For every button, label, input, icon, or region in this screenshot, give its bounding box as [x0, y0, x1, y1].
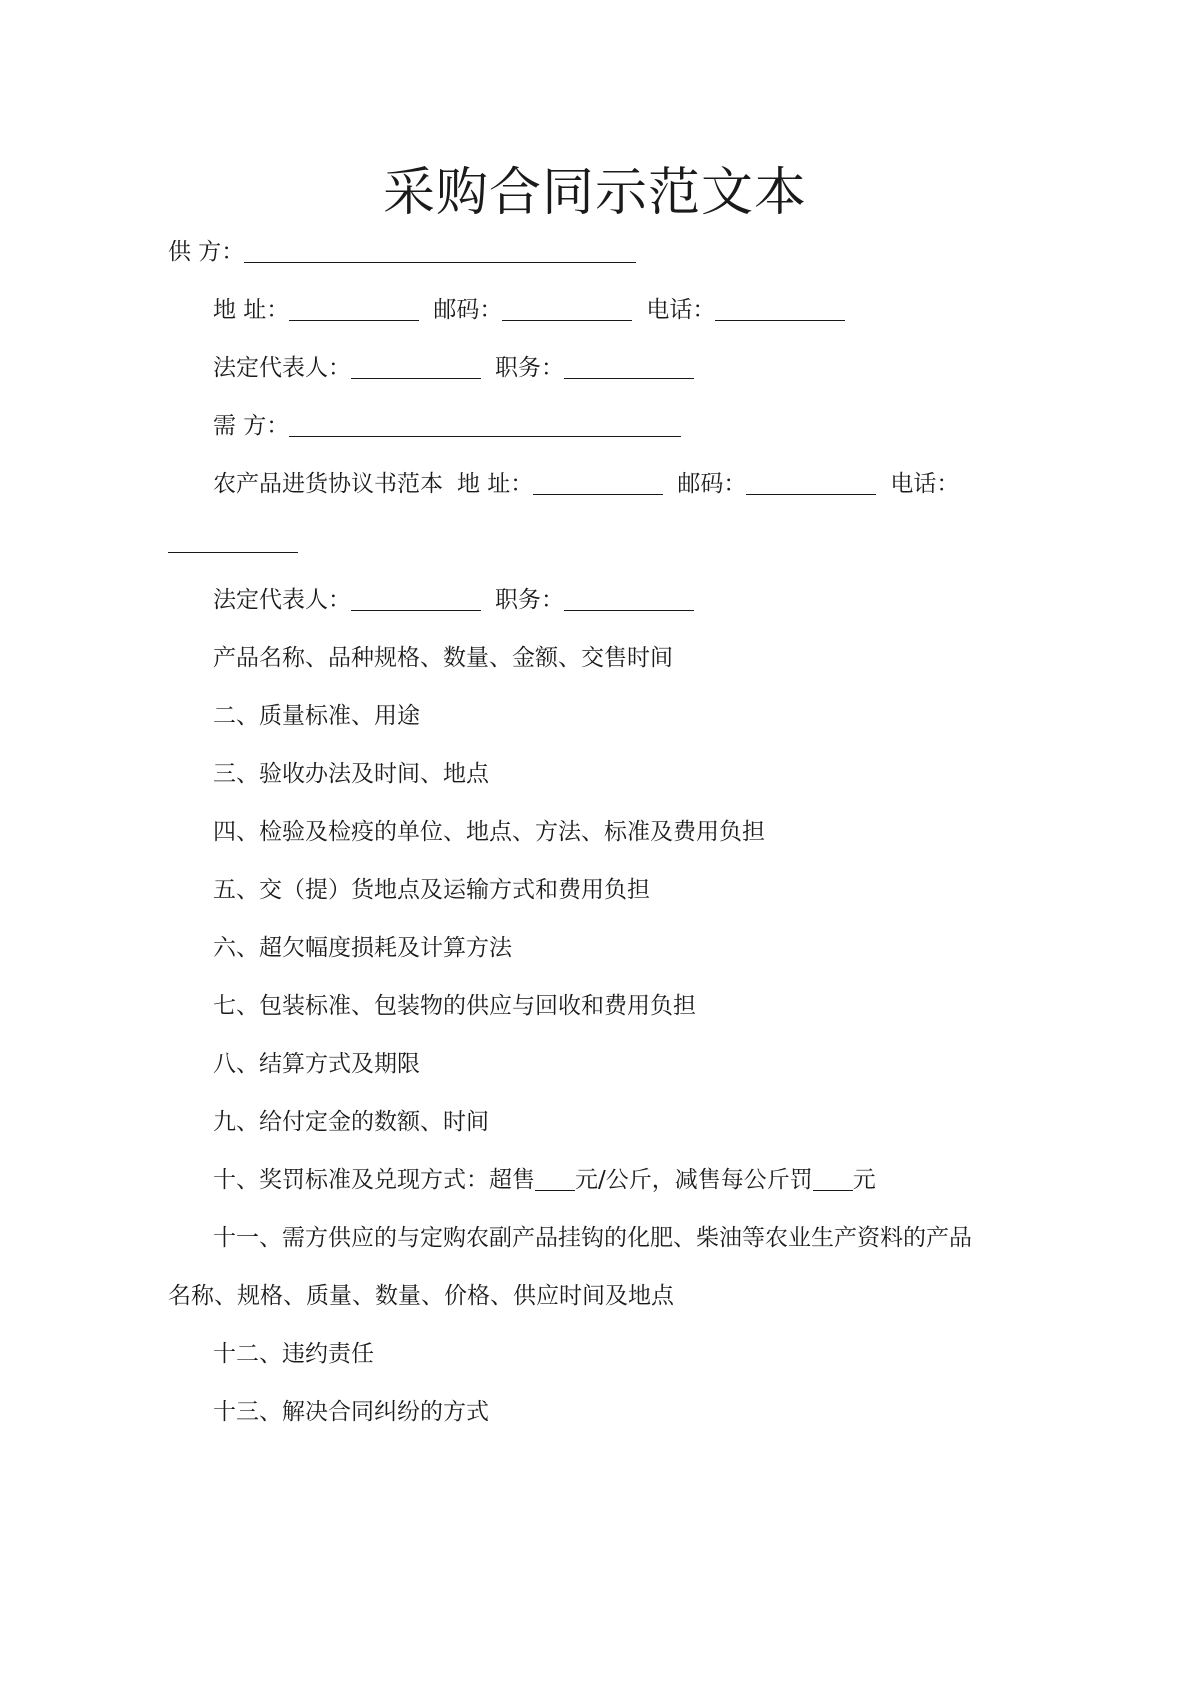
buyer-line — [213, 411, 681, 441]
clause-10-part1: 十、奖罚标准及兑现方式：超售 — [213, 1167, 535, 1193]
buyer-prefix: 农产品进货协议书范本 — [213, 471, 443, 497]
document-title: 采购合同示范文本 — [382, 163, 807, 223]
buyer-rep-label: 法定代表人： — [213, 587, 351, 613]
buyer-contact-line — [213, 469, 959, 499]
buyer-phone-blank — [168, 530, 298, 553]
clause-5: 五、交（提）货地点及运输方式和费用负担 — [213, 877, 650, 903]
supplier-contact-line — [213, 295, 845, 325]
clause-2: 二、质量标准、用途 — [213, 703, 420, 729]
supplier-rep-label: 法定代表人： — [213, 355, 351, 381]
supplier-address-blank — [289, 298, 419, 321]
buyer-address-blank — [533, 472, 663, 495]
buyer-label: 需 方： — [213, 413, 290, 439]
buyer-postcode-label: 邮码： — [677, 471, 747, 497]
clause-1: 产品名称、品种规格、数量、金额、交售时间 — [213, 645, 673, 671]
clause-11-line-1: 十一、需方供应的与定购农副产品挂钩的化肥、柴油等农业生产资料的产品 — [213, 1225, 972, 1251]
clause-10-blank-1 — [535, 1168, 575, 1191]
clause-8: 八、结算方式及期限 — [213, 1051, 420, 1077]
supplier-rep-line — [213, 353, 694, 383]
clause-4: 四、检验及检疫的单位、地点、方法、标准及费用负担 — [213, 819, 765, 845]
buyer-name-blank — [289, 414, 681, 437]
clause-9: 九、给付定金的数额、时间 — [213, 1109, 489, 1135]
supplier-address-label: 地 址： — [213, 297, 290, 323]
supplier-postcode-blank — [502, 298, 632, 321]
buyer-phone-line — [168, 527, 298, 557]
buyer-address-label: 地 址： — [457, 471, 534, 497]
supplier-label: 供 方： — [168, 239, 245, 265]
supplier-name-blank — [244, 240, 636, 263]
buyer-rep-line — [213, 585, 694, 615]
clause-3: 三、验收办法及时间、地点 — [213, 761, 489, 787]
supplier-position-label: 职务： — [495, 355, 564, 381]
clause-13: 十三、解决合同纠纷的方式 — [213, 1399, 489, 1425]
buyer-position-label: 职务： — [495, 587, 564, 613]
supplier-position-blank — [564, 356, 694, 379]
supplier-phone-label: 电话： — [646, 297, 716, 323]
supplier-rep-blank — [351, 356, 481, 379]
supplier-postcode-label: 邮码： — [433, 297, 503, 323]
clause-10 — [213, 1165, 876, 1195]
clause-10-blank-2 — [813, 1168, 853, 1191]
clause-7: 七、包装标准、包装物的供应与回收和费用负担 — [213, 993, 696, 1019]
clause-6: 六、超欠幅度损耗及计算方法 — [213, 935, 512, 961]
clause-12: 十二、违约责任 — [213, 1341, 374, 1367]
buyer-rep-blank — [351, 588, 481, 611]
clause-11-line-2: 名称、规格、质量、数量、价格、供应时间及地点 — [168, 1283, 674, 1309]
clause-10-part3: 元 — [852, 1167, 876, 1193]
supplier-phone-blank — [715, 298, 845, 321]
buyer-phone-label: 电话： — [890, 471, 960, 497]
buyer-position-blank — [564, 588, 694, 611]
buyer-postcode-blank — [746, 472, 876, 495]
clause-10-part2: 元/公斤，减售每公斤罚 — [575, 1167, 813, 1193]
supplier-line — [168, 237, 636, 267]
